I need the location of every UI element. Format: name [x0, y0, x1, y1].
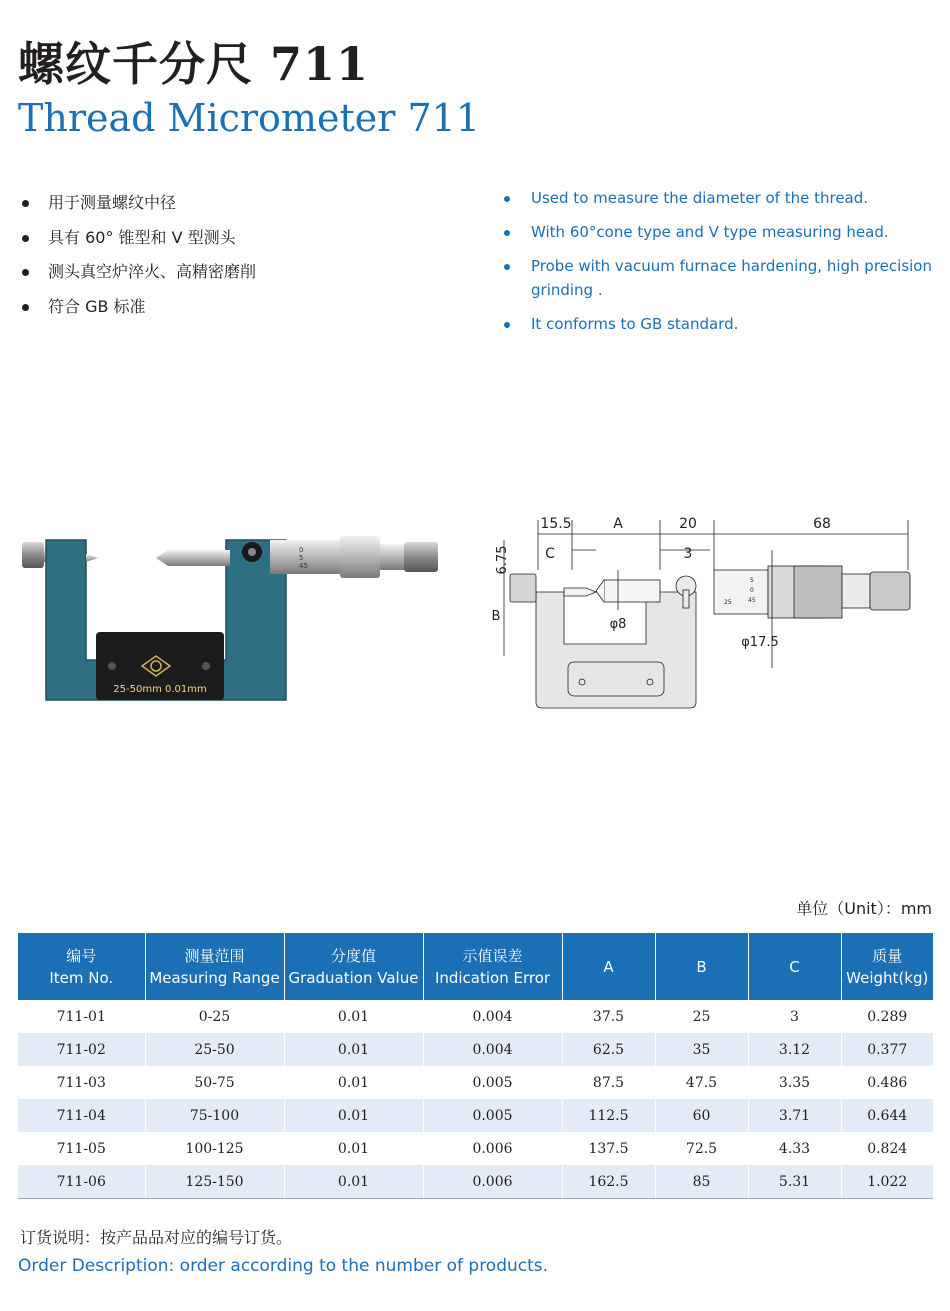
- table-header-row: [18, 933, 933, 1000]
- dimension-drawing: [478, 510, 940, 720]
- anvil-knob: [22, 542, 44, 568]
- feature-item-en: It conforms to GB standard.: [504, 312, 936, 336]
- product-photo: [16, 530, 446, 710]
- order-description-cn: 订货说明：按产品品对应的编号订货。: [20, 1228, 293, 1247]
- table-row: 711-04 75-100 0.01 0.005 112.5 60 3.71 0.644: [18, 1099, 933, 1132]
- table-row: 711-06 125-150 0.01 0.006 162.5 85 5.31 1.022: [18, 1165, 933, 1199]
- feature-item-en: With 60°cone type and V type measuring head.: [504, 220, 936, 244]
- dim-15-5: 15.5: [540, 516, 572, 532]
- feature-item-cn: 具有 60° 锥型和 V 型测头: [22, 221, 462, 256]
- dim-20: 20: [679, 516, 697, 532]
- thimble-scale-0: 0: [750, 587, 754, 594]
- dim-6-75: 6.75: [495, 545, 510, 575]
- sleeve-tick: 45: [299, 562, 308, 570]
- feature-list-en: [504, 186, 936, 346]
- header-measuring-range: 测量范围 Measuring Range: [145, 933, 284, 1000]
- ratchet: [404, 542, 438, 572]
- spec-table: [18, 933, 933, 1199]
- sleeve-scale-25: 25: [724, 599, 732, 606]
- dim-b: B: [491, 609, 501, 624]
- dim-a: A: [613, 516, 623, 532]
- table-row: 711-02 25-50 0.01 0.004 62.5 35 3.12 0.377: [18, 1033, 933, 1066]
- feature-item-cn: 符合 GB 标准: [22, 290, 462, 325]
- sleeve-tick: 0: [299, 546, 304, 554]
- dim-68: 68: [813, 516, 831, 532]
- table-row: 711-01 0-25 0.01 0.004 37.5 25 3 0.289: [18, 1000, 933, 1033]
- feature-item-en: Used to measure the diameter of the thread.: [504, 186, 936, 210]
- order-description-en: Order Description: order according to the number of products.: [18, 1256, 549, 1276]
- header-c: C: [748, 933, 841, 1000]
- dim-phi8: φ8: [609, 617, 627, 632]
- feature-item-cn: 测头真空炉淬火、高精密磨削: [22, 255, 462, 290]
- frame-label: 25-50mm 0.01mm: [113, 684, 207, 695]
- page-title-en: Thread Micrometer 711: [18, 96, 480, 140]
- thimble-scale-45: 45: [748, 597, 756, 604]
- feature-item-en: Probe with vacuum furnace hardening, high precision grinding .: [504, 254, 936, 302]
- header-a: A: [562, 933, 655, 1000]
- table-row: 711-03 50-75 0.01 0.005 87.5 47.5 3.35 0.486: [18, 1066, 933, 1099]
- header-item-no: 编号 Item No.: [18, 933, 145, 1000]
- header-b: B: [655, 933, 748, 1000]
- dim-c: C: [545, 546, 555, 562]
- header-indication-error: 示值误差 Indication Error: [423, 933, 562, 1000]
- unit-label: 单位（Unit）：mm: [796, 899, 932, 918]
- table-row: 711-05 100-125 0.01 0.006 137.5 72.5 4.33 0.824: [18, 1132, 933, 1165]
- header-graduation-value: 分度值 Graduation Value: [284, 933, 423, 1000]
- thimble: [340, 536, 380, 578]
- page-title-cn: 螺纹千分尺 711: [18, 37, 370, 91]
- thimble-scale-5: 5: [750, 577, 754, 584]
- feature-list-cn: [22, 186, 462, 324]
- header-weight: 质量 Weight(kg): [841, 933, 933, 1000]
- feature-item-cn: 用于测量螺纹中径: [22, 186, 462, 221]
- dim-phi17-5: φ17.5: [741, 635, 779, 650]
- dim-3: 3: [683, 546, 693, 562]
- sleeve-tick: 5: [299, 554, 304, 562]
